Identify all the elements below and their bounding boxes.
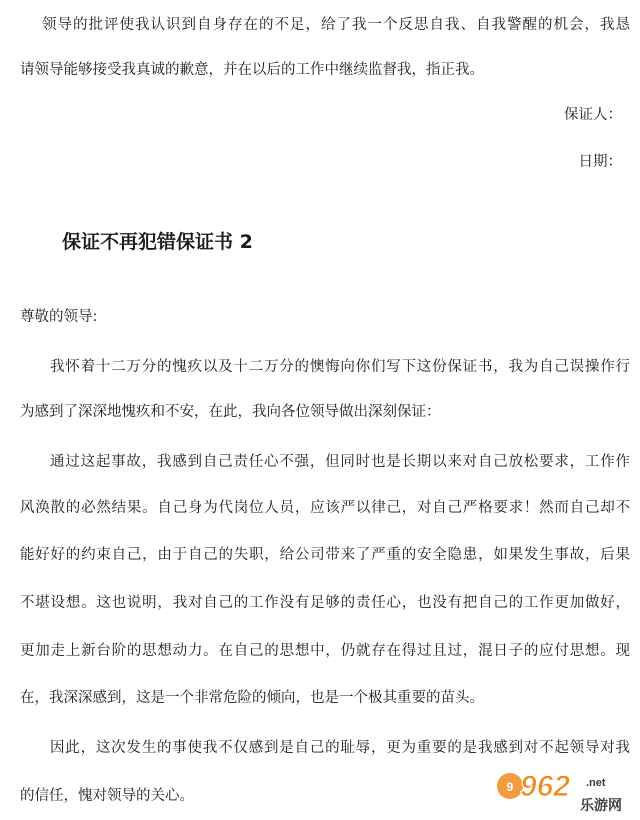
watermark-brand-name: 乐游网: [580, 798, 622, 814]
paragraph3-line-1: 因此，这次发生的事使我不仅感到是自己的耻辱，更为重要的是我感到对不起领导对我: [50, 740, 630, 756]
paragraph2-line-6: 在，我深深感到，这是一个非常危险的倾向，也是一个极其重要的苗头。: [20, 690, 484, 706]
salutation: 尊敬的领导:: [20, 309, 98, 325]
section-title: 保证不再犯错保证书 2: [62, 231, 253, 253]
watermark-logo-icon: [494, 764, 634, 816]
watermark-logo-number-hint: 9: [506, 780, 514, 794]
paragraph2-line-2: 风涣散的必然结果。自己身为代岗位人员，应该严以律己，对自己严格要求！然而自己却不: [20, 500, 630, 516]
paragraph1-line-1: 我怀着十二万分的愧疚以及十二万分的懊悔向你们写下这份保证书，我为自己误操作行: [50, 359, 630, 375]
site-watermark: [494, 764, 634, 816]
guarantor-label: 保证人：: [564, 107, 622, 123]
paragraph2-line-5: 更加走上新台阶的思想动力。在自己的思想中，仍就存在得过且过，混日子的应付思想。现: [20, 643, 630, 659]
paragraph1-line-2: 为感到了深深地愧疚和不安，在此，我向各位领导做出深刻保证：: [20, 404, 441, 420]
intro-line-2: 请领导能够接受我真诚的歉意，并在以后的工作中继续监督我，指正我。: [20, 62, 484, 78]
paragraph3-line-2: 的信任，愧对领导的关心。: [20, 788, 194, 804]
paragraph2-line-1: 通过这起事故，我感到自己责任心不强，但同时也是长期以来对自己放松要求，工作作: [50, 454, 630, 470]
paragraph2-line-3: 能好好的约束自己，由于自己的失职，给公司带来了严重的安全隐患，如果发生事故，后果: [20, 547, 630, 563]
watermark-suffix: .net: [586, 777, 606, 789]
intro-line-1: 领导的批评使我认识到自身存在的不足，给了我一个反思自我、自我警醒的机会，我恳: [42, 17, 630, 33]
watermark-number: 962: [520, 770, 571, 803]
paragraph2-line-4: 不堪设想。这也说明，我对自己的工作没有足够的责任心，也没有把自己的工作更加做好，: [20, 595, 630, 611]
date-label: 日期：: [578, 154, 622, 170]
